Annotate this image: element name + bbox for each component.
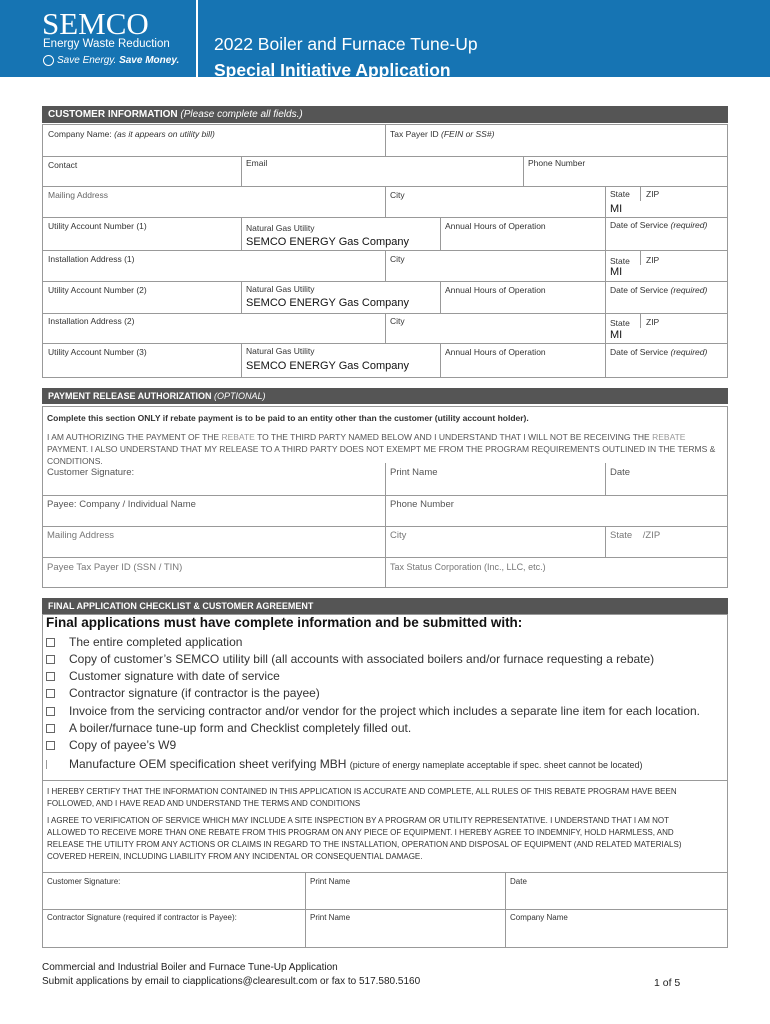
payee-state-label: State /ZIP	[610, 530, 661, 541]
customer-signature-label: Customer Signature:	[47, 877, 121, 886]
checklist-heading: Final applications must have complete information and be submitted with:	[46, 615, 523, 630]
install-2-state: State	[610, 318, 630, 328]
logo-subtitle: Energy Waste Reduction	[43, 38, 170, 50]
pra-customer-signature-label: Customer Signature:	[47, 467, 135, 478]
page-header	[0, 0, 770, 80]
install-1-city: City	[390, 254, 405, 264]
gas-utility-3-label: Natural Gas Utility	[246, 346, 315, 356]
logo-swirl-icon	[43, 55, 54, 66]
install-2-label: Installation Address (2)	[48, 316, 135, 326]
state-label: State	[610, 189, 630, 199]
install-1-zip: ZIP	[646, 255, 660, 265]
pra-print-name-label: Print Name	[390, 467, 438, 478]
checkbox-icon[interactable]	[46, 672, 55, 681]
agreement-text: I AGREE TO VERIFICATION OF SERVICE WHICH MAY INCLUDE A SITE INSPECTION BY A PROGRAM OR UTILITY REPRESENTATIVE. I UNDERSTAND THAT I AM NOT ALLOWED TO RECEIVE MORE THAN ONE REBATE FROM THIS PROGRAM ON ANY PIECE OF EQUIPMENT. I HEREBY AGREE TO INDEMNIFY, HOLD HARMLESS, AND RELEASE THE UTILITY FROM ANY ACTIONS OR CLAIMS IN REGARD TO THE INSTALLATION, OPERATION AND DISPOSAL OF EQUIPMENT (AND RELATED MATERIALS) COVERED HEREIN, INCLUDING LIABILITY FROM ANY INCIDENTAL OR CONSEQUENTIAL DAMAGE.	[47, 816, 682, 861]
mailing-address-label: Mailing Address	[48, 190, 109, 200]
checklist-item: Copy of customer’s SEMCO utility bill (all accounts with associated boilers and/or furnace requesting a rebate)	[46, 652, 654, 666]
logo-tagline: Save Energy. Save Money.	[43, 55, 179, 66]
payee-tax-id-label: Payee Tax Payer ID (SSN / TIN)	[47, 562, 183, 573]
company-name-label: Company Name	[510, 913, 568, 922]
checkbox-icon[interactable]	[46, 741, 55, 750]
logo-name: SEMCO	[42, 6, 149, 41]
hours-2-label: Annual Hours of Operation	[445, 285, 546, 295]
install-1-state: State	[610, 256, 630, 266]
page-number: 1 of 5	[654, 977, 681, 989]
pra-date-label: Date	[610, 467, 631, 478]
tax-status-label: Tax Status Corporation (Inc., LLC, etc.)	[390, 562, 546, 572]
phone-label: Phone Number	[528, 158, 586, 168]
checkbox-icon[interactable]	[46, 707, 55, 716]
checklist-item: Copy of payee’s W9	[46, 738, 176, 752]
company-name-label: Company Name: (as it appears on utility bill)	[48, 129, 215, 139]
email-label: Email	[246, 158, 268, 168]
account-1-label: Utility Account Number (1)	[48, 221, 147, 231]
footer-title: Commercial and Industrial Boiler and Furnace Tune-Up Application	[42, 962, 338, 973]
page-subtitle: Special Initiative Application	[214, 60, 451, 80]
install-1-label: Installation Address (1)	[48, 254, 135, 264]
contact-label: Contact	[48, 160, 78, 170]
print-name-label: Print Name	[310, 877, 351, 886]
checklist-item: Customer signature with date of service	[46, 669, 280, 683]
certification-text: I HEREBY CERTIFY THAT THE INFORMATION CONTAINED IN THIS APPLICATION IS ACCURATE AND COMPLETE, ALL RULES OF THIS REBATE PROGRAM HAVE BEEN FOLLOWED, AND I HAVE READ AND UNDERSTAND THE TERMS AND CONDITIONS	[47, 787, 677, 808]
page-title: 2022 Boiler and Furnace Tune-Up	[214, 34, 478, 54]
hours-1-label: Annual Hours of Operation	[445, 221, 546, 231]
checklist-item: A boiler/furnace tune-up form and Checklist completely filled out.	[46, 721, 411, 735]
install-1-state-value: MI	[610, 266, 623, 278]
checkbox-icon[interactable]	[46, 655, 55, 664]
checklist-item: Manufacture OEM specification sheet verifying MBH (picture of energy nameplate acceptable if spec. sheet cannot be located)	[46, 757, 642, 771]
install-2-state-value: MI	[610, 329, 623, 341]
payee-name-label: Payee: Company / Individual Name	[47, 499, 196, 510]
gas-utility-1-value: SEMCO ENERGY Gas Company	[246, 236, 410, 248]
dos-1-label: Date of Service (required)	[610, 220, 708, 230]
tax-payer-id-label: Tax Payer ID (FEIN or SS#)	[390, 129, 495, 139]
authorization-text: I AM AUTHORIZING THE PAYMENT OF THE REBATE TO THE THIRD PARTY NAMED BELOW AND I UNDERSTAND THAT I WILL NOT BE RECEIVING THE REBATE PAYMENT. I ALSO UNDERSTAND THAT MY RELEASE TO A THIRD PARTY DOES NOT EXEMPT ME FROM THE PROGRAM REQUIREMENTS OUTLINED IN THE TERMS & CONDITIONS.	[47, 432, 716, 466]
gas-utility-2-label: Natural Gas Utility	[246, 284, 315, 294]
payee-mailing-label: Mailing Address	[47, 530, 115, 541]
checkbox-icon[interactable]	[46, 638, 55, 647]
checklist-header: FINAL APPLICATION CHECKLIST & CUSTOMER AGREEMENT	[42, 598, 728, 614]
install-2-zip: ZIP	[646, 317, 660, 327]
checklist-item: Contractor signature (if contractor is the payee)	[46, 686, 320, 700]
zip-label: ZIP	[646, 189, 660, 199]
city-label: City	[390, 190, 405, 200]
payee-phone-label: Phone Number	[390, 499, 454, 510]
payment-release-header: PAYMENT RELEASE AUTHORIZATION (OPTIONAL)	[42, 388, 728, 404]
hours-3-label: Annual Hours of Operation	[445, 347, 546, 357]
gas-utility-3-value: SEMCO ENERGY Gas Company	[246, 360, 410, 372]
checkbox-icon[interactable]	[46, 724, 55, 733]
contractor-print-name-label: Print Name	[310, 913, 351, 922]
account-2-label: Utility Account Number (2)	[48, 285, 147, 295]
customer-info-header: CUSTOMER INFORMATION (Please complete all fields.)	[42, 106, 728, 123]
title-banner	[198, 0, 770, 80]
payee-city-label: City	[390, 530, 407, 541]
dos-3-label: Date of Service (required)	[610, 347, 708, 357]
complete-note: Complete this section ONLY if rebate payment is to be paid to an entity other than the customer (utility account holder).	[47, 413, 529, 423]
checkbox-icon[interactable]	[46, 689, 55, 698]
gas-utility-1-label: Natural Gas Utility	[246, 223, 315, 233]
semco-logo	[0, 0, 196, 77]
install-2-city: City	[390, 316, 405, 326]
state-value: MI	[610, 203, 623, 215]
checklist-item: Invoice from the servicing contractor and/or vendor for the project which includes a separate line item for each location.	[46, 704, 700, 718]
checklist-item: The entire completed application	[46, 635, 242, 649]
checkbox-icon[interactable]	[46, 760, 55, 769]
contractor-signature-label: Contractor Signature (required if contractor is Payee):	[47, 913, 237, 922]
dos-2-label: Date of Service (required)	[610, 285, 708, 295]
footer-submit-info: Submit applications by email to ciapplications@clearesult.com or fax to 517.580.5160	[42, 976, 421, 987]
account-3-label: Utility Account Number (3)	[48, 347, 147, 357]
date-label: Date	[510, 877, 527, 886]
gas-utility-2-value: SEMCO ENERGY Gas Company	[246, 297, 410, 309]
